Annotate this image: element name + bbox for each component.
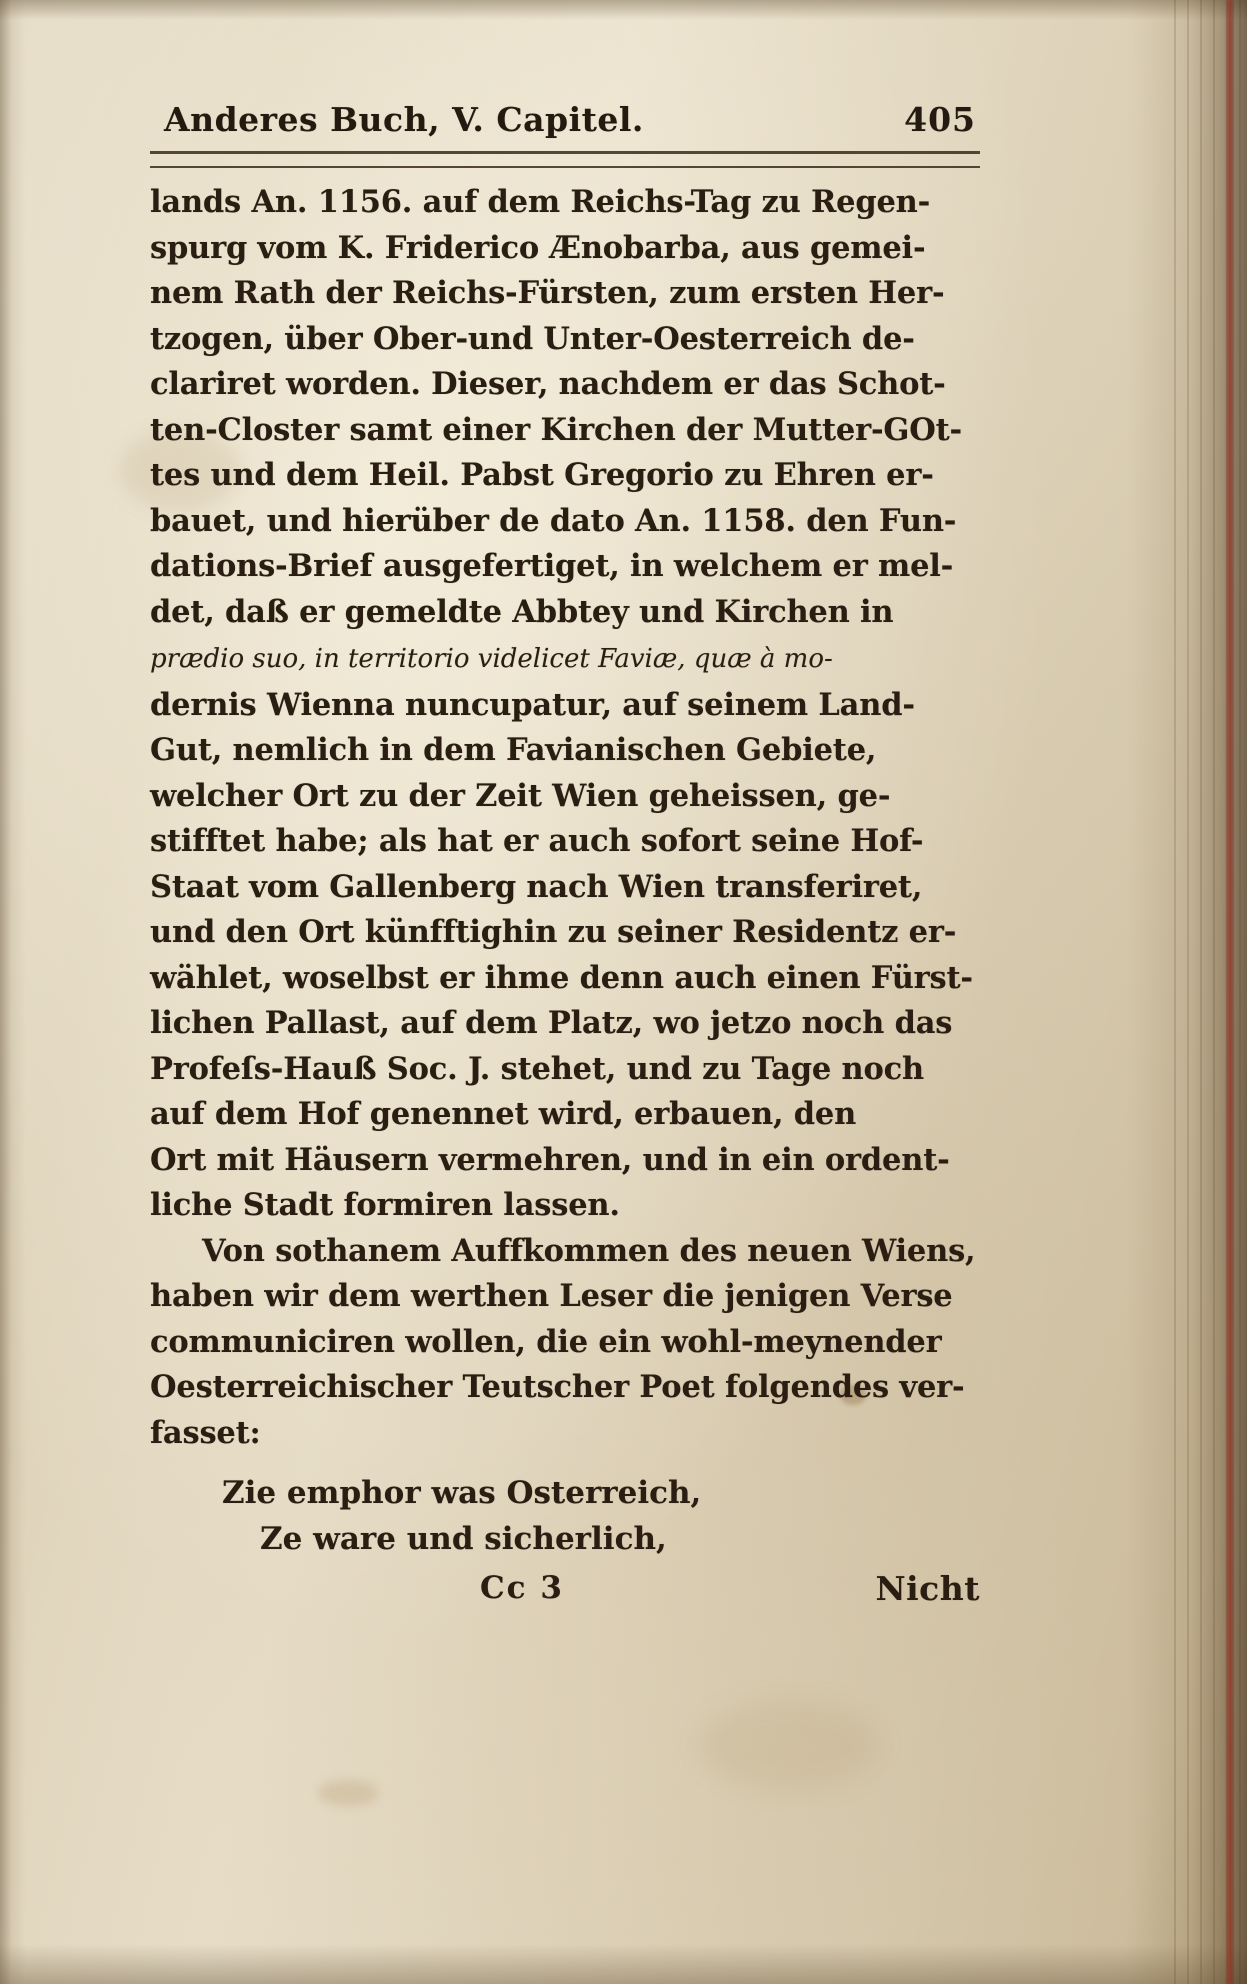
line: lands An. 1156. auf dem Reichs-Tag zu Regen- bbox=[150, 184, 931, 220]
line: ten-Closter samt einer Kirchen der Mutter-GOt- bbox=[150, 411, 962, 448]
line: Oesterreichischer Teutscher Poet folgendes ver- bbox=[150, 1369, 965, 1405]
line: Ort mit Häusern vermehren, und in ein ordent- bbox=[150, 1141, 950, 1178]
line: bauet, und hierüber de dato An. 1158. den Fun- bbox=[150, 502, 957, 539]
verse-line: Ze ware und sicherlich, bbox=[260, 1521, 667, 1557]
line: lichen Pallast, auf dem Platz, wo jetzo noch das bbox=[150, 1005, 953, 1041]
line: Gut, nemlich in dem Favianischen Gebiete, bbox=[150, 732, 877, 768]
line: haben wir dem werthen Leser die jenigen Verse bbox=[150, 1278, 953, 1314]
line: tzogen, über Ober-und Unter-Oesterreich de- bbox=[150, 320, 915, 357]
line: nem Rath der Reichs-Fürsten, zum ersten Her- bbox=[150, 275, 945, 311]
foot-line bbox=[150, 1566, 980, 1618]
line: clariret worden. Dieser, nachdem er das Schot- bbox=[150, 366, 946, 402]
line: dernis Wienna nuncupatur, auf seinem Land- bbox=[150, 686, 915, 723]
line: Staat vom Gallenberg nach Wien transferiret, bbox=[150, 868, 923, 905]
line: Von sothanem Auffkommen des neuen Wiens, bbox=[202, 1232, 976, 1269]
line: und den Ort künfftighin zu seiner Residentz er- bbox=[150, 914, 957, 950]
paragraph-2 bbox=[150, 1229, 980, 1457]
line: fasset: bbox=[150, 1414, 261, 1451]
page-number: 405 bbox=[904, 100, 976, 139]
line: det, daß er gemeldte Abbtey und Kirchen in bbox=[150, 593, 894, 630]
line: stifftet habe; als hat er auch sofort seine Hof- bbox=[150, 823, 924, 859]
running-head bbox=[150, 100, 980, 143]
catchword: Nicht bbox=[875, 1569, 980, 1608]
line: tes und dem Heil. Pabst Gregorio zu Ehren er- bbox=[150, 457, 934, 493]
line: communiciren wollen, die ein wohl-meynender bbox=[150, 1323, 942, 1360]
header-rule bbox=[150, 151, 980, 154]
line: liche Stadt formiren lassen. bbox=[150, 1187, 620, 1223]
paragraph-1 bbox=[150, 180, 980, 1229]
body-text bbox=[150, 180, 980, 1618]
signature-mark: Cc 3 bbox=[480, 1570, 564, 1606]
line: prædio suo, in territorio videlicet Faviæ, quæ à mo- bbox=[150, 644, 833, 674]
line: welcher Ort zu der Zeit Wien geheissen, ge- bbox=[150, 777, 891, 814]
verse-line: Zie emphor was Osterreich, bbox=[222, 1475, 702, 1511]
line: Profeſs-Hauß Soc. J. stehet, und zu Tage noch bbox=[150, 1050, 924, 1087]
line: spurg vom K. Friderico Ænobarba, aus gemei- bbox=[150, 229, 926, 266]
line: dations-Brief ausgefertiget, in welchem er mel- bbox=[150, 548, 954, 584]
verse-block bbox=[150, 1470, 980, 1562]
header-rule-secondary bbox=[150, 166, 980, 168]
running-head-title: Anderes Buch, V. Capitel. bbox=[164, 100, 644, 139]
line: auf dem Hof genennet wird, erbauen, den bbox=[150, 1096, 857, 1132]
line: wählet, woselbst er ihme denn auch einen Fürst- bbox=[150, 959, 973, 996]
text-column bbox=[150, 100, 980, 1618]
